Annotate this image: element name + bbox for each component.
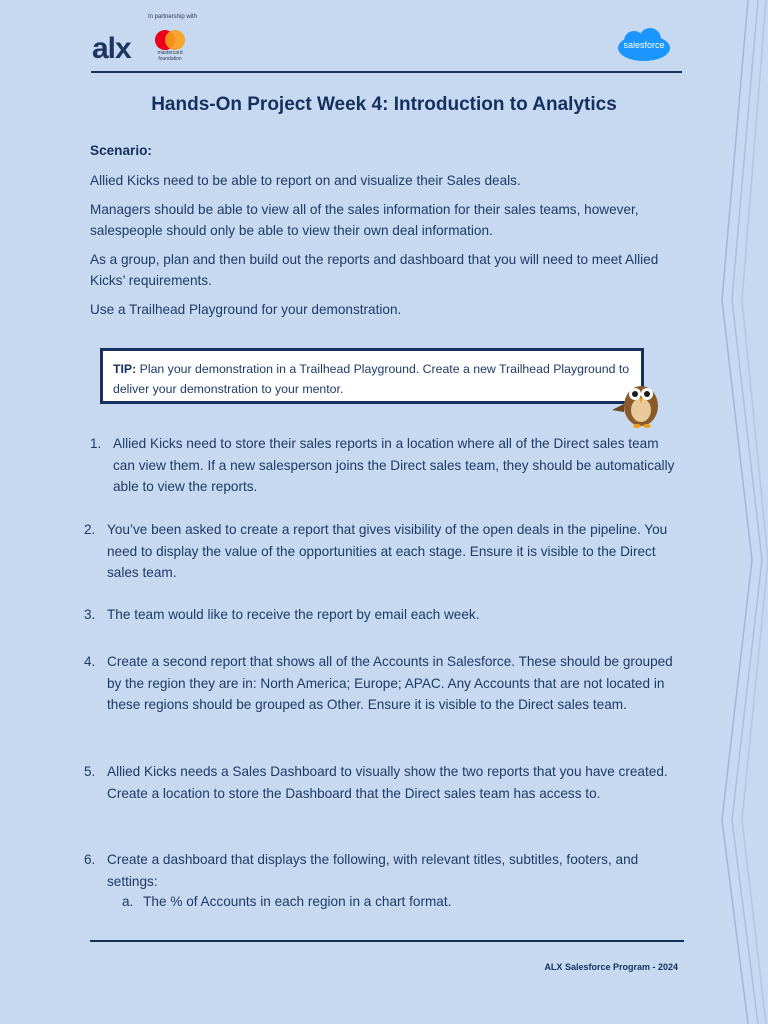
list-number: 4. xyxy=(84,654,96,669)
scenario-heading: Scenario: xyxy=(90,143,152,158)
list-text: The team would like to receive the report by email each week. xyxy=(107,607,480,622)
owl-mascot-icon xyxy=(609,374,669,430)
list-text: Allied Kicks needs a Sales Dashboard to visually show the two reports that you have created. Create a location to store the Dashboard that the Direct sales team has access to. xyxy=(107,764,668,801)
header xyxy=(92,14,682,74)
decorative-zigzag-lines xyxy=(708,0,768,1024)
salesforce-logo-text: salesforce xyxy=(623,40,665,50)
scenario-paragraph: Allied Kicks need to be able to report on and visualize their Sales deals. xyxy=(90,173,521,188)
list-number: 3. xyxy=(84,607,96,622)
list-text: You’ve been asked to create a report that gives visibility of the open deals in the pipeline. You need to display the value of the opportunities at each stage. Ensure it is visible to the Direct sales team. xyxy=(107,522,668,580)
list-item xyxy=(84,761,684,827)
list-text: Create a second report that shows all of the Accounts in Salesforce. These should be grouped by the region they are in: North America; Europe; APAC. Any Accounts that are not located in these regions should be grouped as Other. Ensure it is visible to the Direct sales team. xyxy=(107,654,673,712)
list-item xyxy=(84,433,684,499)
mastercard-logo-icon xyxy=(152,28,188,52)
list-number: 1. xyxy=(90,436,102,451)
sub-list-text: The % of Accounts in each region in a chart format. xyxy=(143,894,452,909)
list-item xyxy=(84,519,684,585)
tip-label: TIP: xyxy=(113,362,137,376)
list-text: Allied Kicks need to store their sales reports in a location where all of the Direct sales team can view them. If a new salesperson joins the Direct sales team, they should be automatically able to view the reports. xyxy=(113,436,675,494)
alx-logo: alx xyxy=(92,32,131,65)
tip-box xyxy=(100,348,644,404)
list-number: 2. xyxy=(84,522,96,537)
list-item xyxy=(84,604,684,628)
scenario-paragraph: Managers should be able to view all of the sales information for their sales teams, however, salespeople should only be able to view their own deal information. xyxy=(90,202,639,238)
scenario-paragraph: Use a Trailhead Playground for your demonstration. xyxy=(90,302,402,317)
page-title: Hands-On Project Week 4: Introduction to Analytics xyxy=(151,94,617,115)
scenario-paragraph: As a group, plan and then build out the reports and dashboard that you will need to meet Allied Kicks’ requirements. xyxy=(90,252,659,288)
list-item xyxy=(84,849,684,893)
footer-text: ALX Salesforce Program - 2024 xyxy=(544,962,678,972)
mastercard-foundation-text: mastercard foundation xyxy=(157,50,183,62)
list-number: 6. xyxy=(84,852,96,867)
tip-text: Plan your demonstration in a Trailhead Playground. Create a new Trailhead Playground to deliver your demonstration to your mentor. xyxy=(113,362,630,396)
sub-list-letter: a. xyxy=(122,894,134,909)
partnership-text: In partnership with xyxy=(148,14,198,20)
footer-divider xyxy=(90,940,684,942)
list-text: Create a dashboard that displays the following, with relevant titles, subtitles, footers, and settings: xyxy=(107,852,639,889)
header-divider xyxy=(91,71,682,73)
list-number: 5. xyxy=(84,764,96,779)
list-item xyxy=(84,651,684,739)
sub-list-item xyxy=(122,891,682,912)
